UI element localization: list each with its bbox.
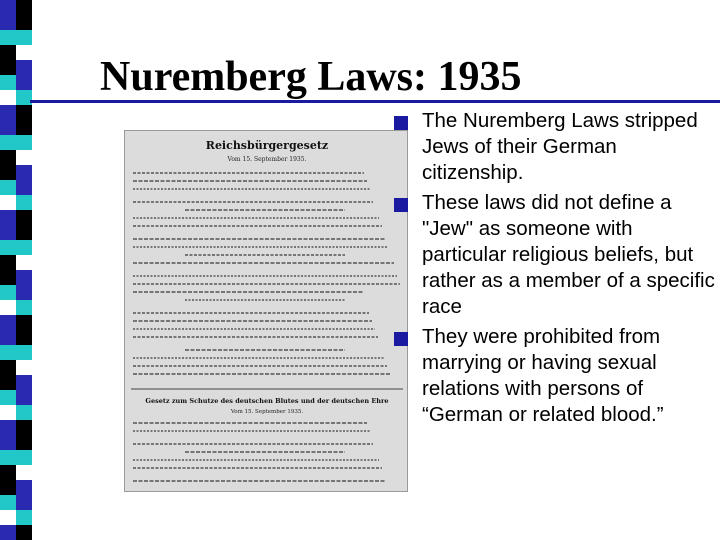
stripe-cell [16,285,32,300]
bullet-list [394,108,720,428]
bullet-item-marriage [394,324,720,428]
document-scan [125,131,408,492]
stripe-cell [16,210,32,225]
stripe-cell [16,195,32,210]
stripe-cell [16,330,32,345]
stripe-cell [0,450,16,465]
stripe-cell [0,270,16,285]
stripe-cell [16,0,32,15]
stripe-cell [16,300,32,315]
stripe-cell [16,60,32,75]
stripe-cell [0,390,16,405]
stripe-cell [0,60,16,75]
stripe-cell [0,420,16,435]
stripe-cell [16,15,32,30]
decorative-checkered-stripe [0,0,32,540]
stripe-cell [0,315,16,330]
stripe-cell [0,480,16,495]
bullet-item-citizenship [394,108,720,186]
stripe-cell [16,345,32,360]
stripe-cell [0,360,16,375]
stripe-cell [0,300,16,315]
stripe-cell [0,150,16,165]
stripe-cell [16,270,32,285]
stripe-cell [16,150,32,165]
stripe-cell [0,525,16,540]
stripe-cell [0,45,16,60]
stripe-cell [0,210,16,225]
document-subheading: Vom 15. September 1935. [227,156,307,163]
stripe-cell [16,105,32,120]
stripe-cell [0,90,16,105]
stripe-cell [16,315,32,330]
document-lower-heading: Gesetz zum Schutze des deutschen Blutes und der deutschen Ehre [145,397,389,405]
stripe-cell [16,255,32,270]
stripe-cell [16,405,32,420]
stripe-cell [0,465,16,480]
stripe-cell [0,105,16,120]
stripe-cell [0,180,16,195]
stripe-cell [0,375,16,390]
stripe-cell [0,120,16,135]
stripe-cell [0,285,16,300]
stripe-cell [0,345,16,360]
stripe-cell [16,435,32,450]
stripe-cell [16,450,32,465]
stripe-cell [0,240,16,255]
stripe-cell [16,180,32,195]
stripe-cell [0,135,16,150]
stripe-cell [16,495,32,510]
stripe-cell [0,75,16,90]
stripe-cell [16,375,32,390]
stripe-cell [16,120,32,135]
stripe-cell [0,0,16,15]
stripe-cell [16,165,32,180]
stripe-cell [16,480,32,495]
title-underline [30,100,720,103]
stripe-cell [0,405,16,420]
stripe-cell [16,465,32,480]
bullet-item-definition [394,190,720,320]
stripe-cell [16,510,32,525]
stripe-cell [0,330,16,345]
stripe-cell [0,225,16,240]
square-bullet-icon [394,198,408,212]
stripe-cell [0,495,16,510]
stripe-cell [16,30,32,45]
stripe-cell [0,165,16,180]
document-heading: Reichsbürgergesetz [205,139,329,152]
stripe-cell [0,30,16,45]
stripe-cell [16,240,32,255]
stripe-cell [16,225,32,240]
stripe-cell [0,195,16,210]
document-lower-subheading: Vom 15. September 1935. [230,409,304,415]
stripe-cell [0,510,16,525]
stripe-cell [0,435,16,450]
bullet-text: They were prohibited from marrying or having sexual relations with persons of “German or related blood.” [422,325,664,426]
stripe-cell [16,75,32,90]
stripe-cell [16,135,32,150]
square-bullet-icon [394,332,408,346]
nuremberg-law-document-image [124,130,408,492]
bullet-text: These laws did not define a "Jew" as someone with particular religious beliefs, but rather as a member of a specific race [422,191,715,318]
square-bullet-icon [394,116,408,130]
stripe-cell [16,45,32,60]
stripe-cell [16,390,32,405]
stripe-cell [0,255,16,270]
stripe-cell [0,15,16,30]
stripe-cell [16,420,32,435]
stripe-cell [16,360,32,375]
bullet-text: The Nuremberg Laws stripped Jews of their German citizenship. [422,109,698,184]
stripe-cell [16,525,32,540]
slide-title: Nuremberg Laws: 1935 [100,54,522,100]
